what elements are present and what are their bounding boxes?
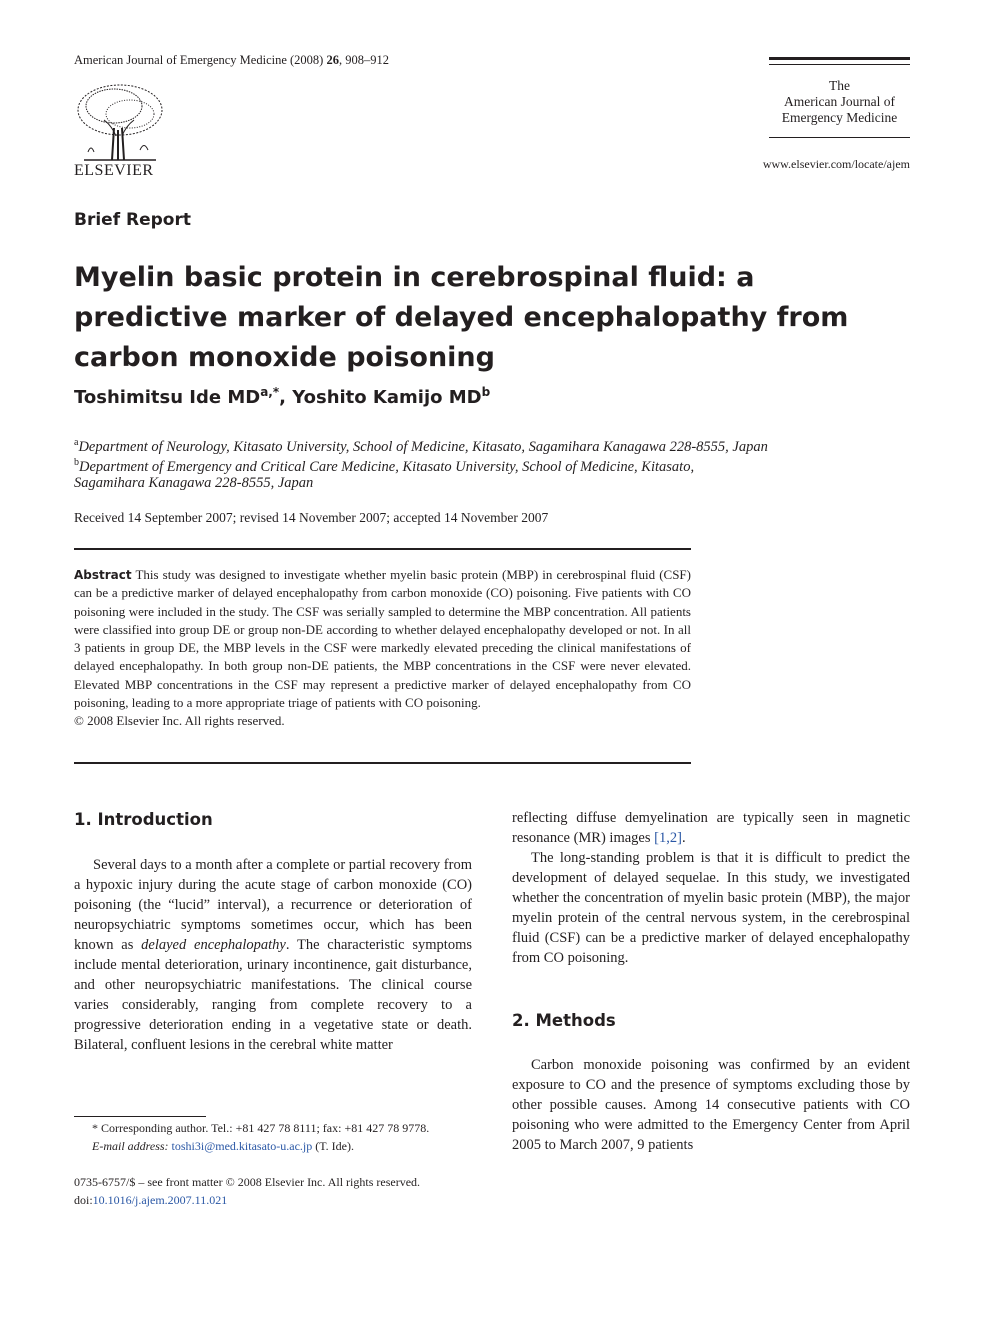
doi-label: doi: [74, 1193, 93, 1207]
methods-heading: 2. Methods [512, 1011, 616, 1030]
masthead-line: American Journal of [784, 94, 895, 109]
intro-italic-term: delayed encephalopathy [141, 937, 286, 953]
affiliation-mark: a [74, 437, 79, 448]
abstract-rule-bottom [74, 762, 691, 764]
author-affiliation-mark[interactable]: b [481, 385, 491, 399]
author-name: Yoshito Kamijo MD [292, 387, 482, 408]
affiliation-text: Department of Emergency and Critical Care Medicine, Kitasato University, School of Medicine, Kitasato, [79, 458, 695, 475]
article-type: Brief Report [74, 210, 191, 230]
front-matter [74, 1173, 472, 1209]
intro-paragraph-1 [74, 855, 472, 1055]
affiliation-b-cont [74, 473, 313, 493]
affiliation-mark: b [74, 457, 79, 468]
affiliation-text: Department of Neurology, Kitasato University, School of Medicine, Kitasato, Sagamihara Kanagawa 228-8555, Japan [78, 438, 768, 455]
article-title: Myelin basic protein in cerebrospinal fluid: a predictive marker of delayed encephalopathy from carbon monoxide poisoning [74, 262, 849, 373]
intro-paragraph-2: The long-standing problem is that it is difficult to predict the development of delayed sequelae. In this study, we investigated whether the concentration of myelin basic protein (MBP), the major myelin protein of the central nervous system, in the cerebrospinal fluid (CSF) can be a predictive marker of delayed encephalopathy from CO poisoning. [512, 850, 910, 966]
email-label: E-mail address: [92, 1138, 172, 1153]
abstract-copyright: © 2008 Elsevier Inc. All rights reserved. [74, 713, 285, 729]
masthead-rule-thick [769, 57, 910, 60]
journal-reference [74, 53, 389, 68]
affiliation-text: Sagamihara Kanagawa 228-8555, Japan [74, 475, 314, 491]
corresponding-author-mark[interactable]: * [272, 385, 280, 399]
abstract-label: Abstract [74, 568, 132, 582]
intro-text: . The characteristic symptoms include mental deterioration, urinary incontinence, gait disturbance, and other neuropsychiatric manifestations. The clinical course varies considerably, ranging from complete recovery to a progressive deterioration ending in a vegetative state or death. Bilateral, confluent lesions in the cerebral white matter [74, 937, 473, 1053]
front-matter-text: 0735-6757/$ – see front matter © 2008 Elsevier Inc. All rights reserved. [74, 1175, 421, 1189]
author-affiliation-mark[interactable]: a, [260, 385, 273, 399]
journal-pages: , 908–912 [338, 53, 389, 67]
masthead-line: Emergency Medicine [781, 110, 898, 125]
intro-text: Several days to a month after a complete or partial recovery from a hypoxic injury during the acute stage of carbon monoxide (CO) poisoning (the “lucid” interval), a recurrence or deterioration of neuropsychiatric symptoms sometimes occur, which has been known as [74, 857, 472, 953]
intro-heading: 1. Introduction [74, 810, 213, 829]
masthead-rule-bottom [769, 137, 910, 138]
masthead-rule-thin [769, 64, 910, 65]
author-name: Toshimitsu Ide MD [74, 387, 261, 408]
reference-link[interactable]: [1,2] [654, 830, 682, 846]
author-separator: , [279, 387, 293, 408]
abstract-rule-top [74, 548, 691, 550]
masthead-line: The [829, 78, 850, 93]
intro-text: reflecting diffuse demyelination are typically seen in magnetic resonance (MR) images [512, 810, 910, 846]
journal-url-link[interactable]: www.elsevier.com/locate/ajem [762, 157, 910, 171]
abstract [74, 566, 691, 731]
email-suffix: (T. Ide). [312, 1138, 355, 1153]
abstract-text: This study was designed to investigate whether myelin basic protein (MBP) in cerebrospinal fluid (CSF) can be a predictive marker of delayed encephalopathy from carbon monoxide (CO) poisoning. Five patients with CO poisoning were included in the study. The CSF was serially sampled to determine the MBP concentration. All patients were classified into group DE or group non-DE according to whether delayed encephalopathy developed or not. In all 3 patients in group DE, the MBP levels in the CSF were markedly elevated preceding the clinical manifestations of delayed encephalopathy. In both group non-DE patients, the MBP concentrations in the CSF were never elevated. Elevated MBP concentrations in the CSF may represent a predictive marker of delayed encephalopathy from CO poisoning, leading to a more appropriate triage of patients with CO poisoning. [74, 567, 691, 711]
publisher-name: ELSEVIER [74, 162, 154, 179]
footnote-rule [74, 1116, 206, 1117]
article-dates: Received 14 September 2007; revised 14 November 2007; accepted 14 November 2007 [74, 510, 549, 525]
email-link[interactable]: toshi3i@med.kitasato-u.ac.jp [171, 1138, 313, 1153]
authors [74, 385, 490, 408]
intro-continued [512, 808, 910, 968]
journal-masthead [769, 78, 910, 126]
journal-volume: 26 [326, 53, 339, 67]
journal-ref-text: American Journal of Emergency Medicine (2008) [74, 53, 327, 67]
footnote [74, 1120, 472, 1155]
methods-paragraph-1 [512, 1055, 910, 1155]
corresponding-author-note: * Corresponding author. Tel.: +81 427 78 8111; fax: +81 427 78 9778. [92, 1121, 430, 1135]
doi-link[interactable]: 10.1016/j.ajem.2007.11.021 [92, 1193, 228, 1207]
methods-text: Carbon monoxide poisoning was confirmed by an evident exposure to CO and the presence of symptoms excluding those by other possible causes. Among 14 consecutive patients with CO poisoning who were admitted to the Emergency Center from April 2005 to March 2007, 9 patients [512, 1057, 910, 1153]
intro-text: . [681, 830, 686, 846]
